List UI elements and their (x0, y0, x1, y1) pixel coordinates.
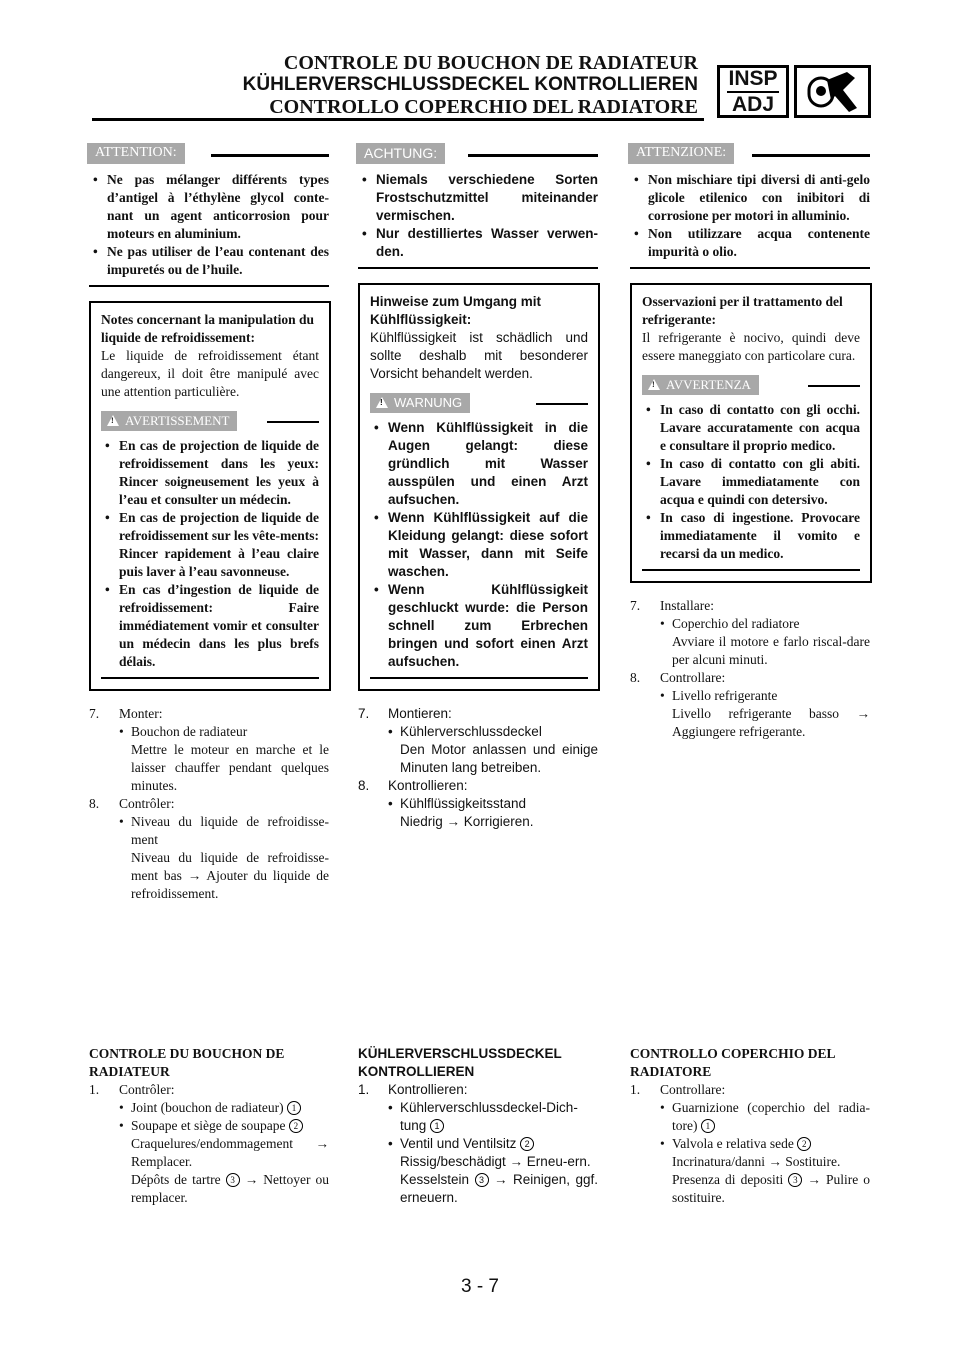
check-item (630, 1099, 870, 1135)
caution-rule (211, 154, 329, 157)
warning-label: WARNUNG (394, 395, 463, 410)
item-text: Kesselstein (400, 1172, 470, 1187)
warning-item: • En cas d’ingestion de liquide de refroidissement: Faire immédiatement vomir et consulter un médecin dans les plus brefs délais. (101, 581, 319, 671)
title-fr: CONTROLE DU BOUCHON DE RADIATEUR (283, 52, 698, 74)
warning-item: • Wenn Kühlflüssigkeit auf die Kleidung gelangt: diese sofort mit Wasser, dann mit Seife waschen. (370, 509, 588, 581)
step-number: 1. (358, 1082, 370, 1097)
caution-header (628, 143, 870, 167)
column-german (358, 143, 598, 831)
item-text: → Nettoyer ou remplacer. (131, 1172, 330, 1205)
section-title: CONTROLE DU BOUCHON DE RADIATEUR (89, 1046, 285, 1079)
step-7 (89, 705, 329, 723)
warning-header (370, 393, 588, 415)
coolant-notes-box (358, 283, 600, 691)
warning-tag (642, 375, 759, 395)
callout-2: 2 (797, 1137, 811, 1151)
caution-end-rule (89, 285, 329, 287)
caution-item: • Niemals verschiedene Sorten Frostschutzmittel miteinander vermischen. (358, 171, 598, 225)
steps-list (358, 705, 598, 831)
caution-tag: ACHTUNG: (356, 143, 445, 164)
warning-end-rule (370, 677, 588, 679)
section-french (89, 1045, 329, 1207)
caution-end-rule (630, 267, 870, 269)
item-text: Valvola e relativa sede (672, 1136, 794, 1151)
callout-1: 1 (430, 1119, 444, 1133)
warning-triangle-icon: ! (648, 379, 660, 390)
badge-bottom-label: ADJ (731, 93, 774, 116)
check-text: Incrinatura/danni → Sostituire. (672, 1154, 841, 1169)
caution-tag: ATTENZIONE: (628, 143, 734, 164)
step-1 (89, 1081, 329, 1099)
title-de: KÜHLERVERSCHLUSSDECKEL KONTROLLIEREN (242, 74, 698, 95)
warning-list (101, 437, 319, 671)
section-title: CONTROLLO COPERCHIO DEL RADIATORE (630, 1046, 835, 1079)
steps-list (630, 597, 870, 741)
callout-2: 2 (520, 1137, 534, 1151)
warning-end-rule (642, 569, 860, 571)
warning-item: • En cas de projection de liquide de refroidissement dans les yeux: Rincer soigneusement les yeux à l’eau et consulter un médecin. (101, 437, 319, 509)
caution-item: • Non utilizzare acqua contenente impurità o olio. (630, 225, 870, 261)
step-number: 8. (358, 778, 370, 793)
warning-triangle-icon: ! (376, 397, 388, 408)
check-text (358, 1171, 598, 1207)
item-text: → Pulire o sostituire. (672, 1172, 870, 1205)
warning-item: • Wenn Kühlflüssigkeit geschluckt wurde: die Person schnell zum Erbrechen bringen und sofort einen Arzt aufsuchen. (370, 581, 588, 671)
step-number: 8. (89, 796, 100, 811)
caution-list (358, 171, 598, 261)
check-text (89, 1171, 329, 1207)
warning-list (642, 401, 860, 563)
step-8 (630, 669, 870, 687)
warning-header (642, 375, 860, 397)
step-number: 1. (630, 1082, 641, 1097)
steps-list (89, 705, 329, 903)
warning-item: • In caso di ingestione. Provocare immediatamente il vomito e recarsi da un medico. (642, 509, 860, 563)
caution-item: • Non mischiare tipi diversi di anti-gelo glicole etilenico con inibitori di corrosione per motori in alluminio. (630, 171, 870, 225)
caution-end-rule (358, 267, 598, 269)
step-item: • Livello refrigerante (630, 687, 870, 705)
check-item (358, 1099, 598, 1135)
caution-item: • Ne pas mélanger différents types d’antigel à l’éthylène glycol conte-nant un agent anticorrosion pour moteurs en aluminium. (89, 171, 329, 243)
box-title: Osservazioni per il trattamento del refrigerante: (642, 294, 843, 327)
step-number: 7. (89, 706, 100, 721)
step-item: • Coperchio del radiatore (630, 615, 870, 633)
section-title: KÜHLERVERSCHLUSSDECKEL KONTROLLIEREN (358, 1046, 562, 1079)
check-item (358, 1135, 598, 1153)
caution-item: • Nur destilliertes Wasser verwen-den. (358, 225, 598, 261)
warning-item: • In caso di contatto con gli abiti. Lavare immediatamente con acqua e quindi con detersivo. (642, 455, 860, 509)
step-label: Installare: (660, 598, 714, 613)
wrench-icon (794, 65, 871, 118)
step-1 (630, 1081, 870, 1099)
step-item: • Bouchon de radiateur (89, 723, 329, 741)
step-text: Den Motor anlassen und einige Minuten lang betreiben. (400, 742, 598, 775)
step-number: 7. (630, 598, 641, 613)
step-label: Controllare: (660, 1082, 726, 1097)
callout-3: 3 (788, 1173, 802, 1187)
callout-1: 1 (701, 1119, 715, 1133)
step-label: Contrôler: (119, 796, 175, 811)
callout-3: 3 (475, 1173, 489, 1187)
check-text: Craquelures/endommagement → Remplacer. (131, 1136, 329, 1169)
step-label: Kontrollieren: (388, 1082, 468, 1097)
step-label: Montieren: (388, 706, 452, 721)
step-item: • Kühlerverschlussdeckel (358, 723, 598, 741)
check-item (630, 1135, 870, 1153)
caution-list (89, 171, 329, 279)
callout-3: 3 (226, 1173, 240, 1187)
step-label: Controllare: (660, 670, 726, 685)
warning-rule (808, 385, 860, 387)
column-italian (630, 143, 870, 741)
step-1 (358, 1081, 598, 1099)
warning-label: AVVERTENZA (666, 377, 751, 392)
step-item: • Niveau du liquide de refroidisse-ment (89, 813, 329, 849)
box-body: Le liquide de refroidissement étant dangereux, il doit être manipulé avec une attention particulière. (101, 348, 319, 399)
step-label: Contrôler: (119, 1082, 175, 1097)
column-french (89, 143, 329, 903)
warning-item: • En cas de projection de liquide de refroidissement sur les vête-ments: Rincer rapidement à l’eau claire puis laver à l’eau savonneuse. (101, 509, 319, 581)
step-text: Livello refrigerante basso → Aggiungere refrigerante. (672, 706, 870, 739)
caution-list (630, 171, 870, 261)
header-rule (92, 118, 704, 121)
item-text: Soupape et siège de soupape (131, 1118, 286, 1133)
step-label: Monter: (119, 706, 163, 721)
box-title: Hinweise zum Umgang mit Kühlflüssigkeit: (370, 294, 542, 327)
callout-1: 1 (287, 1101, 301, 1115)
item-text: Guarnizione (coperchio del radia-tore) (672, 1100, 870, 1133)
warning-tag (370, 393, 470, 413)
step-text: Avviare il motore e farlo riscal-dare per alcuni minuti. (672, 634, 870, 667)
item-text: Ventil und Ventilsitz (400, 1136, 517, 1151)
step-text: Niedrig → Korrigieren. (400, 814, 534, 829)
check-text: Rissig/beschädigt → Erneu-ern. (400, 1154, 591, 1169)
box-body: Il refrigerante è nocivo, quindi deve essere maneggiato con particolare cura. (642, 330, 860, 363)
caution-header (356, 143, 598, 167)
step-number: 1. (89, 1082, 100, 1097)
item-text: Presenza di depositi (672, 1172, 784, 1187)
box-title: Notes concernant la manipulation du liquide de refroidissement: (101, 312, 315, 345)
step-8 (358, 777, 598, 795)
item-text: Joint (bouchon de radiateur) (131, 1100, 284, 1115)
warning-label: AVERTISSEMENT (125, 413, 230, 428)
item-text: Dépôts de tartre (131, 1172, 221, 1187)
title-it: CONTROLLO COPERCHIO DEL RADIATORE (269, 96, 698, 118)
check-item (89, 1117, 329, 1135)
warning-item: • Wenn Kühlflüssigkeit in die Augen gelangt: diese gründlich mit Wasser ausspülen und einen Arzt aufsuchen. (370, 419, 588, 509)
page-number: 3 - 7 (460, 1276, 500, 1297)
caution-item: • Ne pas utiliser de l’eau contenant des impuretés ou de l’huile. (89, 243, 329, 279)
warning-end-rule (101, 677, 319, 679)
step-text: Mettre le moteur en marche et le laisser chauffer pendant quelques minutes. (131, 742, 329, 793)
warning-item: • In caso di contatto con gli occhi. Lavare accuratamente con acqua e consultare il proprio medico. (642, 401, 860, 455)
page-header (92, 52, 698, 118)
insp-adj-badge (717, 65, 789, 118)
step-8 (89, 795, 329, 813)
badge-top-label: INSP (728, 67, 778, 90)
caution-rule (468, 154, 598, 157)
step-7 (358, 705, 598, 723)
callout-2: 2 (289, 1119, 303, 1133)
warning-rule (267, 421, 319, 423)
caution-header (87, 143, 329, 167)
coolant-notes-box (630, 283, 872, 583)
warning-header (101, 411, 319, 433)
section-italian (630, 1045, 870, 1207)
warning-tag (101, 411, 237, 431)
warning-triangle-icon: ! (107, 415, 119, 426)
item-text: → Reinigen, ggf. erneuern. (400, 1172, 598, 1205)
warning-rule (536, 403, 588, 405)
box-body: Kühlflüssigkeit ist schädlich und sollte deshalb mit besonderer Vorsicht behandelt werden. (370, 330, 588, 381)
check-item (89, 1099, 329, 1117)
check-text (630, 1171, 870, 1207)
coolant-notes-box (89, 301, 331, 691)
step-label: Kontrollieren: (388, 778, 468, 793)
section-german (358, 1045, 598, 1207)
step-item: • Kühlflüssigkeitsstand (358, 795, 598, 813)
step-number: 7. (358, 706, 370, 721)
step-text: Niveau du liquide de refroidisse-ment bas → Ajouter du liquide de refroidissement. (131, 850, 329, 901)
step-number: 8. (630, 670, 641, 685)
warning-list (370, 419, 588, 671)
item-text: Kühlerverschlussdeckel-Dich-tung (400, 1100, 578, 1133)
step-7 (630, 597, 870, 615)
caution-rule (752, 154, 870, 157)
caution-tag: ATTENTION: (87, 143, 185, 164)
